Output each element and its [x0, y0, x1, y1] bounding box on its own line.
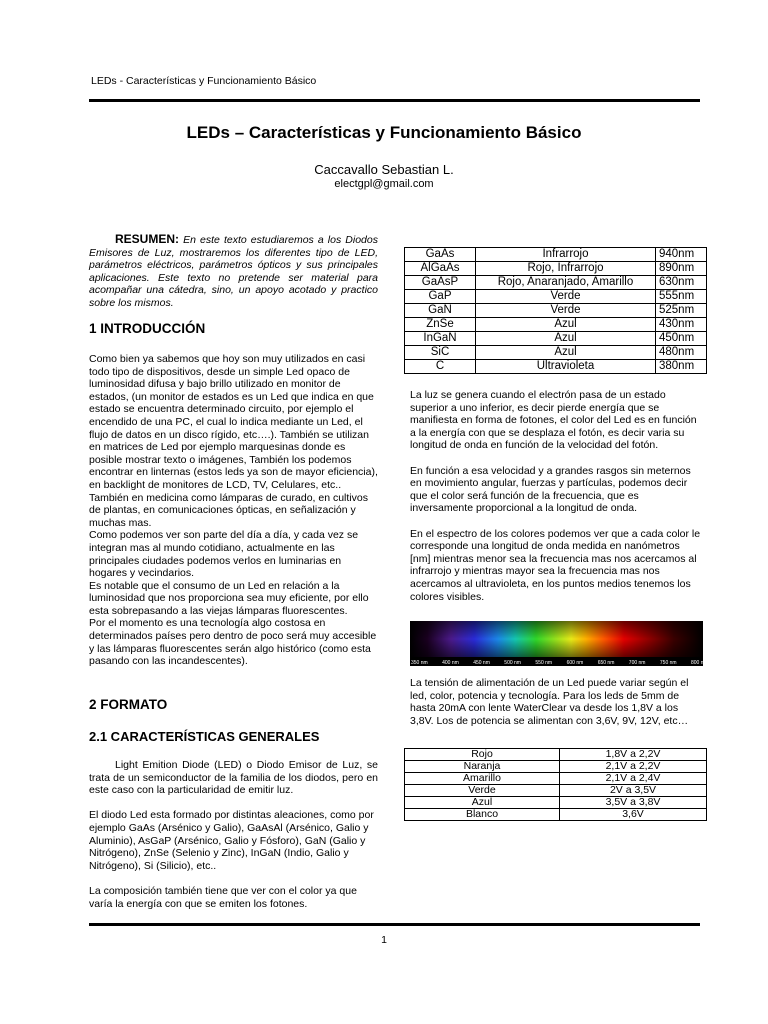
- table-cell: 480nm: [656, 346, 707, 360]
- author-name: Caccavallo Sebastian L.: [314, 162, 454, 177]
- spectrum-tick-label: 750 nm: [659, 660, 677, 666]
- spectrum-tick-label: 550 nm: [535, 660, 553, 666]
- table-row: [405, 262, 707, 276]
- table-cell: 555nm: [656, 290, 707, 304]
- table-row: [405, 276, 707, 290]
- table-cell: Blanco: [405, 809, 560, 821]
- table-cell: GaN: [405, 304, 476, 318]
- table-cell: 1,8V a 2,2V: [560, 749, 707, 761]
- subsection-heading-general: 2.1 CARACTERÍSTICAS GENERALES: [89, 729, 320, 744]
- general-body: [89, 759, 378, 910]
- abstract-label: RESUMEN:: [115, 232, 180, 246]
- material-table: [404, 247, 707, 374]
- table-cell: C: [405, 360, 476, 374]
- table-cell: Azul: [476, 318, 656, 332]
- table-row: [405, 761, 707, 773]
- table-cell: GaP: [405, 290, 476, 304]
- paragraph: El diodo Led esta formado por distintas aleaciones, como por ejemplo GaAs (Arsénico y Galio), GaAsAl (Arsénico, Galio y Aluminio), AsGaP (Arsénico, Galio y Fósforo), GaN (Galio y Nitrógeno), ZnSe (Selenio y Zinc), InGaN (Indio, Galio y Nitrógeno), Si (Silicio), etc..: [89, 809, 374, 872]
- voltage-paragraph: La tensión de alimentación de un Led puede variar según el led, color, potencia y tecnología. Para los leds de 5mm de hasta 20mA con lente WaterClear va desde los 1,8V a los 3,8V. Los de potencia se alimentan con 3,6V, 9V, 12V, etc…: [410, 677, 689, 727]
- spectrum-tick-label: 500 nm: [504, 660, 521, 666]
- spectrum-image: [410, 621, 708, 666]
- table-cell: Amarillo: [405, 773, 560, 785]
- table-cell: 2,1V a 2,2V: [560, 761, 707, 773]
- author-email: electgpl@gmail.com: [334, 178, 434, 190]
- spectrum-tick-label: 800 nm: [691, 660, 708, 666]
- table-cell: ZnSe: [405, 318, 476, 332]
- table-cell: Verde: [476, 304, 656, 318]
- paragraph: La luz se genera cuando el electrón pasa de un estado superior a uno inferior, es decir pierde energía que se manifiesta en forma de fotones, el color del Led es en función a la energía con que se desplaza el fotón, es decir varia su longitud de onda en función de la velocidad del fotón.: [410, 389, 697, 452]
- table-cell: SiC: [405, 346, 476, 360]
- table-cell: Verde: [476, 290, 656, 304]
- spectrum-tick-label: 650 nm: [597, 660, 615, 666]
- paragraph: En el espectro de los colores podemos ver que a cada color le corresponde una longitud de onda medida en nanómetros [nm] mientras menor sea la frecuencia mas nos acercamos al infrarrojo y mientras mayor sea la frecuencia mas nos acercamos al ultravioleta, en los puntos medios tenemos los colores visibles.: [410, 527, 701, 603]
- table-cell: Ultravioleta: [476, 360, 656, 374]
- paragraph: Como bien ya sabemos que hoy son muy utilizados en casi todo tipo de dispositivos, desde un simple Led opaco de luminosidad difusa y bajo brillo utilizado en monitor de estados, (un monitor de estados es un Led que indica en que estado se encuentra determinado circuito, por ejemplo el encendido de una PC, el cual lo indica mediante un Led, el flujo de datos en un disco rígido, etc….). También se utilizan en matrices de Led por ejemplo marquesinas donde es posible mostrar texto o imágenes, También los podemos encontrar en linternas (estos leds ya son de mayor eficiencia), en backlight de monitores de LCD, TV, Celulares, etc.. También en medicina como lámparas de curado, en cultivos de plantas, en comunicaciones ópticas, en señalización y muchas mas.: [89, 353, 378, 529]
- spectrum-graphic: [410, 621, 708, 666]
- table-row: [405, 290, 707, 304]
- table-cell: Verde: [405, 785, 560, 797]
- table-row: [405, 749, 707, 761]
- table-row: [405, 785, 707, 797]
- table-cell: Azul: [405, 797, 560, 809]
- table-row: [405, 809, 707, 821]
- table-cell: Rojo, Infrarrojo: [476, 262, 656, 276]
- table-cell: 3,5V a 3,8V: [560, 797, 707, 809]
- table-cell: InGaN: [405, 332, 476, 346]
- paragraph: Como podemos ver son parte del día a día, y cada vez se integran mas al mundo cotidiano, actualmente en las principales ciudades podemos verlos en luminarias en hogares y vecindarios.: [89, 529, 359, 580]
- table-cell: 430nm: [656, 318, 707, 332]
- table-row: [405, 332, 707, 346]
- paragraph: Light Emition Diode (LED) o Diodo Emisor de Luz, se trata de un semiconductor de la familia de los diodos, pero en este caso con la particularidad de emitir luz.: [89, 759, 378, 797]
- table-cell: Rojo, Anaranjado, Amarillo: [476, 276, 656, 290]
- spectrum-tick-label: 400 nm: [442, 660, 459, 666]
- table-row: [405, 318, 707, 332]
- table-cell: 3,6V: [560, 809, 707, 821]
- table-cell: AlGaAs: [405, 262, 476, 276]
- table-row: [405, 797, 707, 809]
- table-cell: 940nm: [656, 248, 707, 262]
- abstract: [89, 233, 378, 310]
- table-row: [405, 248, 707, 262]
- spectrum-tick-label: 600 nm: [566, 660, 584, 666]
- table-row: [405, 346, 707, 360]
- table-cell: Azul: [476, 332, 656, 346]
- spectrum-tick-label: 450 nm: [473, 660, 490, 666]
- table-cell: 890nm: [656, 262, 707, 276]
- table-cell: 2V a 3,5V: [560, 785, 707, 797]
- paragraph: Por el momento es una tecnología algo costosa en determinados países pero dentro de poco será muy accesible y las lámparas fluorescentes serán algo histórico (como esta pasando con las incandescentes).: [89, 617, 377, 668]
- document-title: LEDs – Características y Funcionamiento Básico: [186, 123, 582, 142]
- spectrum-tick-label: 350 nm: [411, 660, 428, 666]
- table-cell: GaAsP: [405, 276, 476, 290]
- table-cell: 630nm: [656, 276, 707, 290]
- table-cell: 525nm: [656, 304, 707, 318]
- section-heading-introduction: 1 INTRODUCCIÓN: [89, 321, 206, 336]
- paragraph: La composición también tiene que ver con el color ya que varía la energía con que se emiten los fotones.: [89, 884, 357, 910]
- introduction-body: [89, 353, 378, 668]
- table-cell: Infrarrojo: [476, 248, 656, 262]
- section-heading-format: 2 FORMATO: [89, 697, 168, 712]
- table-row: [405, 360, 707, 374]
- footer-rule: [89, 923, 700, 926]
- table-cell: Rojo: [405, 749, 560, 761]
- header-rule: [89, 99, 700, 102]
- table-row: [405, 773, 707, 785]
- paragraph: Es notable que el consumo de un Led en relación a la luminosidad que nos proporciona sea muy eficiente, por ello esta sobrepasando a las viejas lámparas fluorescentes.: [89, 579, 369, 617]
- table-cell: Naranja: [405, 761, 560, 773]
- right-column-body: [410, 389, 703, 603]
- spectrum-tick-label: 700 nm: [628, 660, 646, 666]
- table-cell: 450nm: [656, 332, 707, 346]
- voltage-table: [404, 748, 707, 821]
- table-cell: 380nm: [656, 360, 707, 374]
- abstract-text: En este texto estudiaremos a los Diodos Emisores de Luz, mostraremos los diferentes tipo de LED, parámetros eléctricos, parámetros ópticos y sus principales aplicaciones. Este texto no pretende ser material para acompañar una cátedra, sino, un apoyo acotado y practico sobre los mismos.: [89, 234, 378, 309]
- table-cell: GaAs: [405, 248, 476, 262]
- page-number: 1: [381, 934, 387, 946]
- table-cell: Azul: [476, 346, 656, 360]
- table-row: [405, 304, 707, 318]
- running-header: LEDs - Características y Funcionamiento Básico: [91, 75, 317, 87]
- paragraph: En función a esa velocidad y a grandes rasgos sin meternos en movimiento angular, fuerzas y partículas, podemos decir que el color será función de la frecuencia, que es inversamente proporcional a la longitud de onda.: [410, 464, 691, 515]
- table-cell: 2,1V a 2,4V: [560, 773, 707, 785]
